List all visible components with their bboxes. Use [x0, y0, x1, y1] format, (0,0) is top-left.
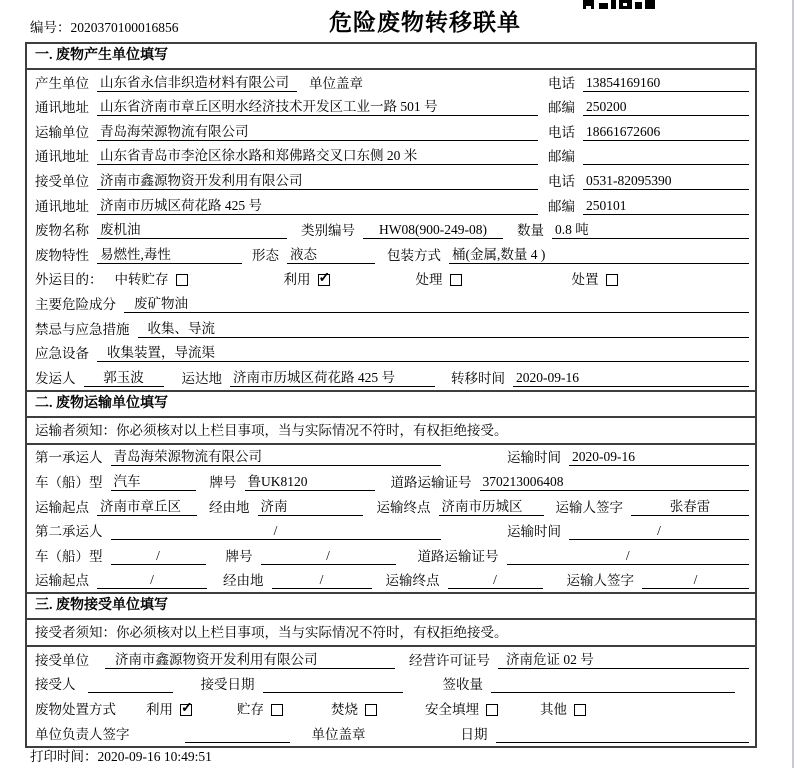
waste-property-row	[27, 242, 755, 267]
purpose-label: 外运目的：	[35, 272, 103, 288]
receiver-label: 接受单位	[35, 173, 89, 189]
shipper-row	[27, 365, 755, 390]
zip2-label: 邮编	[548, 149, 575, 165]
option-dispose	[572, 271, 618, 288]
zip1-value: 250200	[583, 98, 749, 116]
accept-unit-value: 济南市鑫源物资开发利用有限公司	[105, 651, 395, 669]
transfer-time-value: 2020-09-16	[513, 369, 749, 387]
via1-label: 经由地	[209, 499, 250, 515]
shipper-label: 发运人	[35, 370, 76, 386]
option-label: 安全填埋	[425, 702, 479, 718]
phone3-label: 电话	[548, 173, 575, 189]
receiver-address-row	[27, 193, 755, 218]
checkbox-icon	[365, 704, 377, 716]
vehicle2-label: 车（船）型	[35, 548, 103, 564]
receiver-notice: 接受者须知：你必须核对以上栏目事项，当与实际情况不符时，有权拒绝接受。	[27, 620, 755, 647]
transporter-row	[27, 119, 755, 144]
addr1-value: 山东省济南市章丘区明水经济技术开发区工业一路 501 号	[97, 98, 538, 116]
permit1-label: 道路运输证号	[390, 474, 472, 490]
form-state-value: 液态	[287, 246, 375, 264]
section-2-title: 二. 废物运输单位填写	[27, 390, 755, 418]
accept-person-label: 接受人	[35, 677, 76, 693]
accept-unit-label: 接受单位	[35, 652, 89, 668]
end1-label: 运输终点	[376, 499, 431, 515]
taboo-row	[27, 316, 755, 341]
addr3-value: 济南市历城区荷花路 425 号	[97, 197, 538, 215]
option-landfill	[425, 701, 498, 718]
via1-value: 济南	[258, 498, 363, 516]
checkbox-icon	[176, 274, 188, 286]
waste-name-row	[27, 218, 755, 243]
serial-label: 编号：	[30, 20, 71, 35]
checkbox-icon	[450, 274, 462, 286]
carrier1-row	[27, 445, 755, 470]
permit2-value: /	[507, 547, 750, 565]
hazard-value: 废矿物油	[124, 295, 749, 313]
destination-value: 济南市历城区荷花路 425 号	[230, 369, 435, 387]
option-incinerate	[331, 701, 377, 718]
vehicle1-row	[27, 469, 755, 494]
qr-code-fragment	[583, 0, 655, 10]
sign2-value: /	[642, 571, 749, 589]
option-transfer-storage	[115, 271, 188, 288]
addr2-label: 通讯地址	[35, 149, 89, 165]
accept-unit-row	[27, 647, 755, 672]
zip1-label: 邮编	[548, 100, 575, 116]
carrier1-label: 第一承运人	[35, 450, 103, 466]
vehicle2-value: /	[111, 547, 206, 565]
checkbox-icon	[606, 274, 618, 286]
end2-value: /	[448, 571, 543, 589]
license-label: 经营许可证号	[409, 652, 490, 668]
producer-value: 山东省永信非织造材料有限公司	[97, 74, 297, 92]
producer-row	[27, 70, 755, 95]
disposal-row	[27, 696, 755, 721]
print-time-label: 打印时间：	[30, 749, 98, 764]
option-utilize	[284, 271, 330, 288]
property-value: 易燃性,毒性	[97, 246, 242, 264]
option-storage	[237, 701, 283, 718]
via2-value: /	[272, 571, 372, 589]
accept-person-value	[88, 677, 173, 693]
amount-label: 签收量	[442, 677, 483, 693]
option-label: 焚烧	[331, 702, 358, 718]
plate1-label: 牌号	[209, 474, 237, 490]
license-value: 济南危证 02 号	[498, 651, 749, 669]
plate2-value: /	[261, 547, 396, 565]
end1-value: 济南市历城区	[439, 498, 544, 516]
plate1-value: 鲁UK8120	[245, 473, 375, 491]
phone3-value: 0531-82095390	[583, 172, 749, 190]
equipment-row	[27, 341, 755, 366]
sign2-label: 运输人签字	[566, 573, 634, 589]
carrier2-row	[27, 519, 755, 544]
end2-label: 运输终点	[385, 573, 440, 589]
permit1-value: 370213006408	[480, 473, 750, 491]
addr1-label: 通讯地址	[35, 100, 89, 116]
vehicle2-row	[27, 543, 755, 568]
option-label: 利用	[146, 702, 173, 718]
option-label: 处置	[571, 272, 599, 288]
zip3-label: 邮编	[548, 198, 575, 214]
producer-address-row	[27, 95, 755, 120]
responsible-sign-label: 单位负责人签字	[35, 726, 130, 742]
quantity-value: 0.8 吨	[552, 221, 749, 239]
date2-label: 日期	[460, 726, 488, 742]
option-label: 中转贮存	[114, 272, 169, 288]
phone1-label: 电话	[548, 75, 575, 91]
zip3-value: 250101	[583, 197, 749, 215]
via2-label: 经由地	[223, 573, 264, 589]
equipment-label: 应急设备	[35, 346, 89, 362]
phone2-value: 18661672606	[583, 123, 749, 141]
addr2-value: 山东省青岛市李沧区徐水路和郑佛路交叉口东侧 20 米	[97, 147, 538, 165]
serial-number	[30, 16, 179, 36]
waste-name-value: 废机油	[97, 221, 287, 239]
waste-name-label: 废物名称	[35, 223, 89, 239]
equipment-value: 收集装置，导流渠	[97, 344, 749, 362]
transporter-address-row	[27, 144, 755, 169]
sign1-label: 运输人签字	[555, 499, 623, 515]
option-utilize	[146, 701, 192, 718]
hazard-row	[27, 291, 755, 316]
time1-label: 运输时间	[507, 450, 561, 466]
transfer-time-label: 转移时间	[451, 370, 505, 386]
checkbox-checked-icon	[318, 274, 330, 286]
transporter-notice: 运输者须知：你必须核对以上栏目事项，当与实际情况不符时，有权拒绝接受。	[27, 418, 755, 445]
category-value: HW08(900-249-08)	[363, 221, 503, 239]
taboo-value: 收集、导流	[138, 320, 750, 338]
zip2-value	[583, 149, 749, 165]
purpose-row	[27, 267, 755, 292]
route1-row	[27, 494, 755, 519]
taboo-label: 禁忌与应急措施	[35, 321, 130, 337]
amount-value	[491, 677, 735, 693]
time1-value: 2020-09-16	[569, 448, 749, 466]
checkbox-checked-icon	[180, 704, 192, 716]
carrier1-value: 青岛海荣源物流有限公司	[111, 448, 441, 466]
receiver-row	[27, 168, 755, 193]
accept-date-value	[263, 677, 403, 693]
print-time-value: 2020-09-16 10:49:51	[97, 749, 212, 764]
vehicle1-value: 汽车	[111, 473, 196, 491]
manifest-form	[25, 42, 757, 748]
receiver-value: 济南市鑫源物资开发利用有限公司	[97, 172, 538, 190]
time2-label: 运输时间	[507, 524, 561, 540]
property-label: 废物特性	[35, 247, 89, 263]
responsible-sign-row	[27, 721, 755, 746]
accept-person-row	[27, 672, 755, 697]
destination-label: 运达地	[181, 370, 222, 386]
print-time	[30, 745, 212, 765]
checkbox-icon	[271, 704, 283, 716]
producer-label: 产生单位	[35, 75, 89, 91]
scan-edge-artifact	[792, 0, 794, 768]
route2-row	[27, 568, 755, 593]
disposal-label: 废物处置方式	[35, 702, 116, 718]
section-3-title: 三. 废物接受单位填写	[27, 592, 755, 620]
origin2-value: /	[97, 571, 207, 589]
carrier2-value: /	[111, 522, 441, 540]
quantity-label: 数量	[517, 223, 544, 239]
section-1-title: 一. 废物产生单位填写	[27, 44, 755, 70]
option-treat	[416, 271, 462, 288]
option-label: 处理	[415, 272, 443, 288]
vehicle1-label: 车（船）型	[35, 474, 103, 490]
checkbox-icon	[574, 704, 586, 716]
origin1-label: 运输起点	[35, 499, 89, 515]
packing-value: 桶(金属,数量 4 )	[449, 246, 749, 264]
origin2-label: 运输起点	[35, 573, 89, 589]
transporter-value: 青岛海荣源物流有限公司	[97, 123, 538, 141]
phone2-label: 电话	[548, 124, 575, 140]
origin1-value: 济南市章丘区	[97, 498, 197, 516]
time2-value: /	[569, 522, 749, 540]
form-state-label: 形态	[252, 247, 279, 263]
serial-value: 2020370100016856	[70, 20, 179, 35]
responsible-sign-value	[185, 727, 290, 743]
carrier2-label: 第二承运人	[35, 524, 103, 540]
form-title: 危险废物转移联单	[329, 10, 521, 35]
phone1-value: 13854169160	[583, 74, 749, 92]
option-other	[540, 701, 586, 718]
option-label: 利用	[283, 272, 311, 288]
unit-seal2-label: 单位盖章	[311, 726, 366, 742]
plate2-label: 牌号	[225, 548, 253, 564]
option-label: 其他	[540, 702, 567, 718]
shipper-value: 郭玉波	[84, 369, 164, 387]
transporter-label: 运输单位	[35, 124, 89, 140]
hazard-label: 主要危险成分	[35, 296, 116, 312]
packing-label: 包装方式	[387, 247, 441, 263]
sign1-value: 张春雷	[631, 498, 749, 516]
accept-date-label: 接受日期	[200, 677, 255, 693]
date2-value	[496, 727, 750, 743]
unit-seal-label: 单位盖章	[309, 75, 363, 91]
permit2-label: 道路运输证号	[417, 548, 499, 564]
addr3-label: 通讯地址	[35, 198, 89, 214]
option-label: 贮存	[237, 702, 264, 718]
category-label: 类别编号	[301, 223, 355, 239]
checkbox-icon	[486, 704, 498, 716]
